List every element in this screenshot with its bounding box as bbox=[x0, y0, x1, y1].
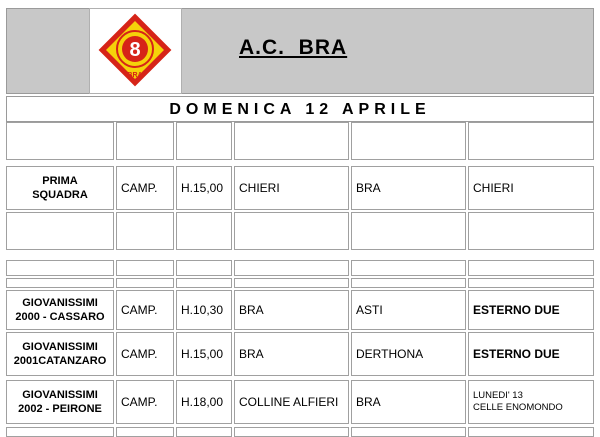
home-team-cell bbox=[234, 278, 349, 288]
home-team-cell: CHIERI bbox=[234, 166, 349, 210]
table-row bbox=[6, 122, 594, 160]
team-cell bbox=[6, 260, 114, 276]
table-row bbox=[6, 332, 594, 376]
competition-cell bbox=[116, 427, 174, 437]
home-team-cell bbox=[234, 212, 349, 250]
away-team-cell: ASTI bbox=[351, 290, 466, 330]
header-band bbox=[6, 8, 594, 94]
team-name-line1: GIOVANISSIMI bbox=[22, 341, 98, 353]
time-cell bbox=[176, 278, 232, 288]
team-cell bbox=[6, 290, 114, 330]
home-team-cell bbox=[234, 260, 349, 276]
club-logo bbox=[89, 8, 182, 94]
time-cell: H.18,00 bbox=[176, 380, 232, 424]
team-name-line2: SQUADRA bbox=[32, 189, 88, 201]
team-cell bbox=[6, 332, 114, 376]
venue-cell: CHIERI bbox=[468, 166, 594, 210]
time-cell: H.15,00 bbox=[176, 166, 232, 210]
competition-cell: CAMP. bbox=[116, 166, 174, 210]
team-name-line2: 2000 - CASSARO bbox=[15, 311, 105, 323]
time-cell bbox=[176, 260, 232, 276]
venue-cell: ESTERNO DUE bbox=[468, 332, 594, 376]
team-name-line2: 2002 - PEIRONE bbox=[18, 403, 102, 415]
table-row bbox=[6, 290, 594, 330]
competition-cell: CAMP. bbox=[116, 290, 174, 330]
svg-text:BRA: BRA bbox=[127, 72, 143, 79]
table-row bbox=[6, 260, 594, 276]
venue-cell: ESTERNO DUE bbox=[468, 290, 594, 330]
team-cell bbox=[6, 166, 114, 210]
club-title: A.C. BRA bbox=[239, 36, 348, 59]
venue-cell bbox=[468, 260, 594, 276]
away-team-cell bbox=[351, 212, 466, 250]
time-cell bbox=[176, 427, 232, 437]
table-row bbox=[6, 380, 594, 424]
home-team-cell bbox=[234, 427, 349, 437]
team-cell bbox=[6, 427, 114, 437]
competition-cell bbox=[116, 278, 174, 288]
home-team-cell: COLLINE ALFIERI bbox=[234, 380, 349, 424]
team-name-line2: 2001CATANZARO bbox=[13, 355, 107, 367]
away-team-cell bbox=[351, 278, 466, 288]
home-team-cell: BRA bbox=[234, 332, 349, 376]
time-cell bbox=[176, 122, 232, 160]
venue-line2: CELLE ENOMONDO bbox=[473, 402, 563, 413]
date-banner bbox=[6, 96, 594, 122]
team-name-line1: GIOVANISSIMI bbox=[22, 389, 98, 401]
table-row bbox=[6, 427, 594, 437]
table-row bbox=[6, 212, 594, 250]
team-name-line1: PRIMA bbox=[42, 175, 78, 187]
time-cell: H.15,00 bbox=[176, 332, 232, 376]
venue-cell bbox=[468, 427, 594, 437]
venue-cell bbox=[468, 380, 594, 424]
team-cell bbox=[6, 122, 114, 160]
competition-cell bbox=[116, 212, 174, 250]
table-row bbox=[6, 166, 594, 210]
venue-cell bbox=[468, 278, 594, 288]
home-team-cell: BRA bbox=[234, 290, 349, 330]
competition-cell: CAMP. bbox=[116, 380, 174, 424]
table-row bbox=[6, 278, 594, 288]
home-team-cell bbox=[234, 122, 349, 160]
away-team-cell: BRA bbox=[351, 380, 466, 424]
venue-cell bbox=[468, 122, 594, 160]
team-cell bbox=[6, 380, 114, 424]
away-team-cell bbox=[351, 122, 466, 160]
team-cell bbox=[6, 212, 114, 250]
away-team-cell bbox=[351, 260, 466, 276]
venue-cell bbox=[468, 212, 594, 250]
away-team-cell bbox=[351, 427, 466, 437]
away-team-cell: DERTHONA bbox=[351, 332, 466, 376]
club-crest-icon bbox=[90, 9, 181, 93]
time-cell bbox=[176, 212, 232, 250]
team-cell bbox=[6, 278, 114, 288]
date-text: DOMENICA 12 APRILE bbox=[169, 101, 431, 118]
time-cell: H.10,30 bbox=[176, 290, 232, 330]
venue-line1: LUNEDI' 13 bbox=[473, 390, 523, 401]
competition-cell bbox=[116, 260, 174, 276]
competition-cell: CAMP. bbox=[116, 332, 174, 376]
team-name-line1: GIOVANISSIMI bbox=[22, 297, 98, 309]
away-team-cell: BRA bbox=[351, 166, 466, 210]
svg-text:8: 8 bbox=[129, 39, 141, 61]
competition-cell bbox=[116, 122, 174, 160]
